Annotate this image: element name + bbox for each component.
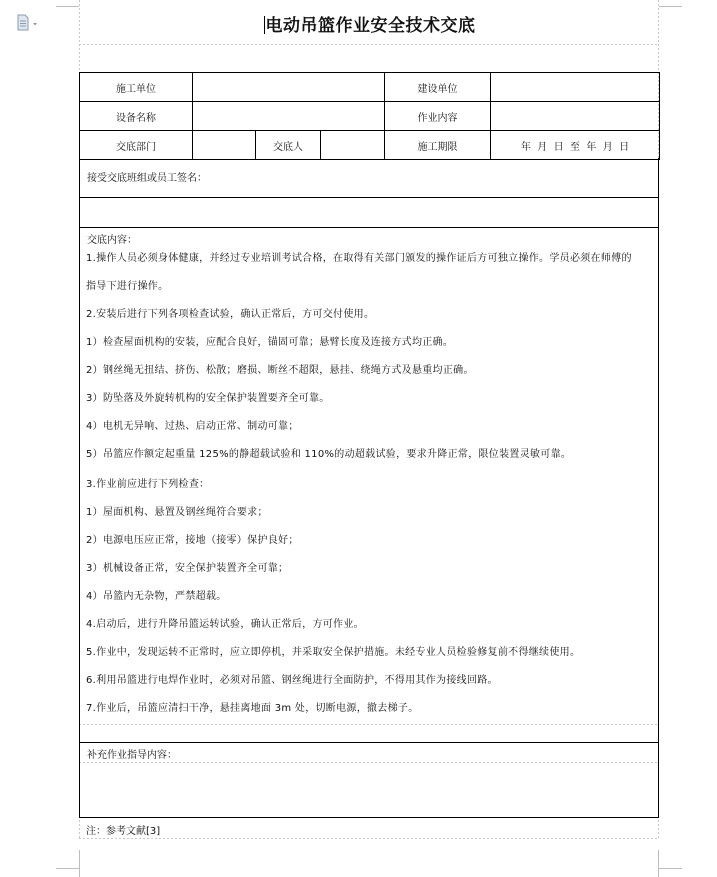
content-line: 4）电机无异响、过热、启动正常、制动可靠； bbox=[86, 421, 299, 432]
table-row bbox=[80, 73, 660, 102]
document-title[interactable] bbox=[80, 13, 659, 39]
signature-section[interactable] bbox=[79, 158, 659, 198]
signature-blank-row[interactable] bbox=[79, 198, 659, 228]
content-line: 2.安装后进行下列各项检查试验，确认正常后，方可交付使用。 bbox=[86, 309, 375, 320]
content-line: 3）防坠落及外旋转机构的安全保护装置要齐全可靠。 bbox=[86, 393, 330, 404]
content-line: 1.操作人员必须身体健康，并经过专业培训考试合格，在取得有关部门颁发的操作证后方可独立操作。学员必须在师傅的 bbox=[86, 253, 632, 264]
table-row bbox=[80, 102, 660, 131]
document-icon bbox=[16, 14, 40, 34]
footnote: 注：参考文献[3] bbox=[86, 826, 161, 837]
caret-down-icon bbox=[33, 23, 37, 26]
info-table bbox=[79, 72, 660, 160]
equipment-name-label: 设备名称 bbox=[80, 102, 193, 131]
work-content-field[interactable] bbox=[491, 102, 660, 131]
content-line: 4）吊篮内无杂物，严禁超载。 bbox=[86, 591, 227, 602]
work-content-label: 作业内容 bbox=[385, 102, 491, 131]
content-line: 4.启动后，进行升降吊篮运转试验，确认正常后，方可作业。 bbox=[86, 619, 364, 630]
content-line: 6.利用吊篮进行电焊作业时，必须对吊篮、钢丝绳进行全面防护，不得用其作为接线回路。 bbox=[86, 675, 498, 686]
briefing-department-label: 交底部门 bbox=[80, 131, 193, 160]
content-line: 7.作业后，吊篮应清扫干净，悬挂离地面 3m 处，切断电源，撤去梯子。 bbox=[86, 703, 419, 714]
content-line: 1）屋面机构、悬置及钢丝绳符合要求； bbox=[86, 507, 268, 518]
briefing-department-field[interactable] bbox=[193, 131, 256, 160]
content-line: 3.作业前应进行下列检查： bbox=[86, 479, 210, 490]
signature-label: 接受交底班组或员工签名： bbox=[87, 173, 207, 184]
content-line: 5）吊篮应作额定起重量 125%的静超载试验和 110%的动超载试验，要求升降正常，限位装置灵敏可靠。 bbox=[86, 449, 572, 460]
content-line: 3）机械设备正常，安全保护装置齐全可靠； bbox=[86, 563, 289, 574]
owner-unit-label: 建设单位 bbox=[385, 73, 491, 102]
construction-unit-label: 施工单位 bbox=[80, 73, 193, 102]
content-line: 1）检查屋面机构的安装，应配合良好，锚固可靠；悬臂长度及连接方式均正确。 bbox=[86, 337, 454, 348]
construction-period-label: 施工期限 bbox=[385, 131, 491, 160]
briefing-content-section[interactable] bbox=[79, 227, 659, 743]
content-line: 指导下进行操作。 bbox=[86, 281, 169, 292]
content-line: 5.作业中，发现运转不正常时，应立即停机，并采取安全保护措施。未经专业人员检验修复前不得继续使用。 bbox=[86, 647, 581, 658]
briefing-content-label: 交底内容： bbox=[87, 235, 137, 246]
briefer-label: 交底人 bbox=[256, 131, 321, 160]
construction-period-field[interactable]: 年 月 日 至 年 月 日 bbox=[491, 131, 660, 160]
owner-unit-field[interactable] bbox=[491, 73, 660, 102]
equipment-name-field[interactable] bbox=[193, 102, 385, 131]
content-line: 2）钢丝绳无扭结、挤伤、松散；磨损、断丝不超限，悬挂、绕绳方式及悬重均正确。 bbox=[86, 365, 474, 376]
table-row bbox=[80, 131, 660, 160]
supplementary-guidance-section[interactable] bbox=[79, 742, 659, 818]
text-cursor bbox=[264, 16, 265, 34]
briefer-field[interactable] bbox=[321, 131, 385, 160]
document-title-text: 电动吊篮作业安全技术交底 bbox=[265, 16, 476, 36]
supplementary-guidance-label: 补充作业指导内容： bbox=[87, 750, 177, 761]
content-line: 2）电源电压应正常，接地（接零）保护良好； bbox=[86, 535, 299, 546]
document-menu-button[interactable] bbox=[16, 14, 40, 34]
construction-unit-field[interactable] bbox=[193, 73, 385, 102]
